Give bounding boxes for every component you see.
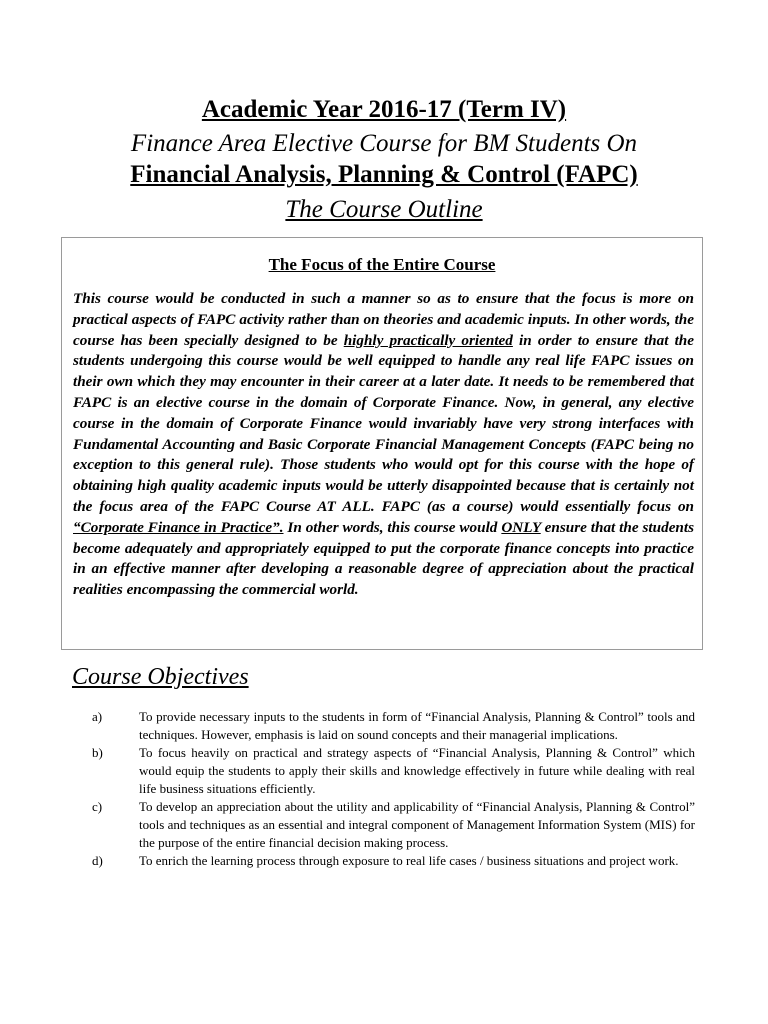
objective-text: To develop an appreciation about the utility and applicability of “Financial Analysis, Planning & Control” tools and techniques as an essential and integral component of Management Information System (MIS) for the purpose of the entire financial decision making process.	[139, 799, 695, 850]
focus-box	[61, 237, 703, 650]
objectives-heading: Course Objectives	[72, 664, 249, 690]
course-area-subheading: Finance Area Elective Course for BM Students On	[130, 130, 638, 157]
objective-item	[0, 708, 768, 744]
focus-title: The Focus of the Entire Course	[268, 255, 496, 274]
focus-text-part-3: In other words, this course would	[283, 518, 502, 536]
course-outline-title: The Course Outline	[285, 196, 483, 223]
objective-item	[0, 798, 768, 852]
objective-marker: c)	[92, 799, 103, 814]
objective-text: To enrich the learning process through exposure to real life cases / business situations and project work.	[139, 853, 679, 868]
objective-item	[0, 744, 768, 798]
focus-text-part-2: in order to ensure that the students undergoing this course would be well equipped to handle any real life FAPC issues on their own which they may encounter in their career at a later date. It needs to be remembered that FAPC is an elective course in the domain of Corporate Finance. Now, in general, any elective course in the domain of Corporate Finance would invariably have very strong interfaces with Fundamental Accounting and Basic Corporate Financial Management Concepts (FAPC being no exception to this general rule). Those students who would opt for this course with the hope of obtaining high quality academic inputs would be utterly disappointed because that is certainly not the focus area of the FAPC Course AT ALL. FAPC (as a course) would essentially focus on	[73, 331, 694, 515]
objective-item	[0, 852, 768, 870]
focus-paragraph	[73, 289, 694, 601]
objective-text: To provide necessary inputs to the students in form of “Financial Analysis, Planning & Control” tools and techniques. However, emphasis is laid on sound concepts and their managerial implications.	[139, 709, 695, 742]
objective-marker: b)	[92, 745, 103, 760]
objective-text: To focus heavily on practical and strategy aspects of “Financial Analysis, Planning & Control” which would equip the students to apply their skills and knowledge effectively in future while dealing with real life business situations efficiently.	[139, 745, 695, 796]
objectives-list	[0, 708, 768, 870]
focus-text-part-4: ensure that the students become adequately and appropriately equipped to put the corporate finance concepts into practice in an effective manner after developing a reasonable degree of appreciation about the practical realities encompassing the commercial world.	[73, 518, 695, 599]
focus-emphasis-corporate-finance: “Corporate Finance in Practice”.	[73, 518, 284, 536]
course-title: Financial Analysis, Planning & Control (FAPC)	[130, 161, 638, 188]
focus-emphasis-practically-oriented: highly practically oriented	[343, 331, 513, 349]
objective-marker: a)	[92, 709, 103, 724]
academic-year-heading: Academic Year 2016-17 (Term IV)	[201, 96, 567, 123]
focus-emphasis-only: ONLY	[501, 518, 541, 536]
objective-marker: d)	[92, 853, 103, 868]
focus-text-part-1: This course would be conducted in such a manner so as to ensure that the focus is more on practical aspects of FAPC activity rather than on theories and academic inputs. In other words, the course has been specially designed to be	[73, 290, 694, 349]
